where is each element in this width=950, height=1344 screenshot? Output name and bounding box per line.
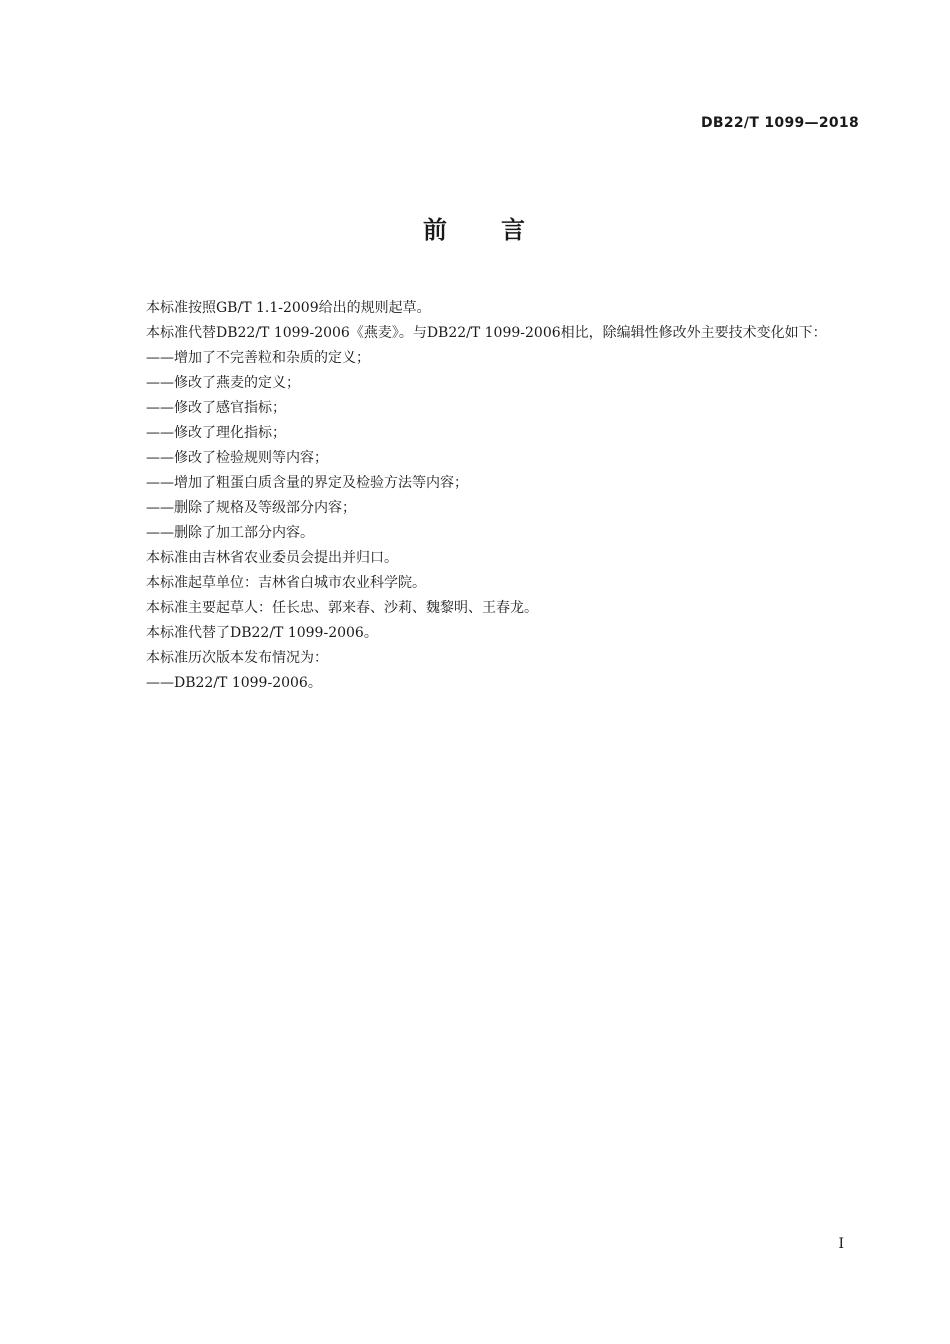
paragraph-supersedes: 本标准代替了DB22/T 1099-2006。	[146, 625, 378, 641]
paragraph-drafting-rules: 本标准按照GB/T 1.1-2009给出的规则起草。	[146, 300, 431, 316]
title-part-2: 言	[501, 216, 527, 244]
change-item: ——修改了燕麦的定义；	[146, 375, 300, 391]
page-number: I	[838, 1236, 844, 1252]
change-item: ——修改了感官指标；	[146, 400, 286, 416]
change-item: ——删除了规格及等级部分内容；	[146, 500, 356, 516]
change-item: ——增加了不完善粒和杂质的定义；	[146, 350, 370, 366]
change-item: ——修改了理化指标；	[146, 425, 286, 441]
paragraph-history-intro: 本标准历次版本发布情况为：	[146, 650, 328, 666]
foreword-body	[114, 296, 862, 696]
paragraph-drafters: 本标准主要起草人：任长忠、郭来春、沙莉、魏黎明、王春龙。	[146, 600, 538, 616]
title-part-1: 前	[423, 216, 449, 244]
paragraph-replacement: 本标准代替DB22/T 1099-2006《燕麦》。与DB22/T 1099-2006相比，除编辑性修改外主要技术变化如下：	[146, 325, 827, 341]
paragraph-proposer: 本标准由吉林省农业委员会提出并归口。	[146, 550, 398, 566]
change-item: ——增加了粗蛋白质含量的界定及检验方法等内容；	[146, 475, 468, 491]
change-item: ——修改了检验规则等内容；	[146, 450, 328, 466]
page-title	[0, 210, 950, 245]
change-item: ——删除了加工部分内容。	[146, 525, 314, 541]
history-item: ——DB22/T 1099-2006。	[146, 675, 322, 691]
standard-code: DB22/T 1099—2018	[700, 115, 859, 131]
paragraph-drafting-unit: 本标准起草单位：吉林省白城市农业科学院。	[146, 575, 426, 591]
